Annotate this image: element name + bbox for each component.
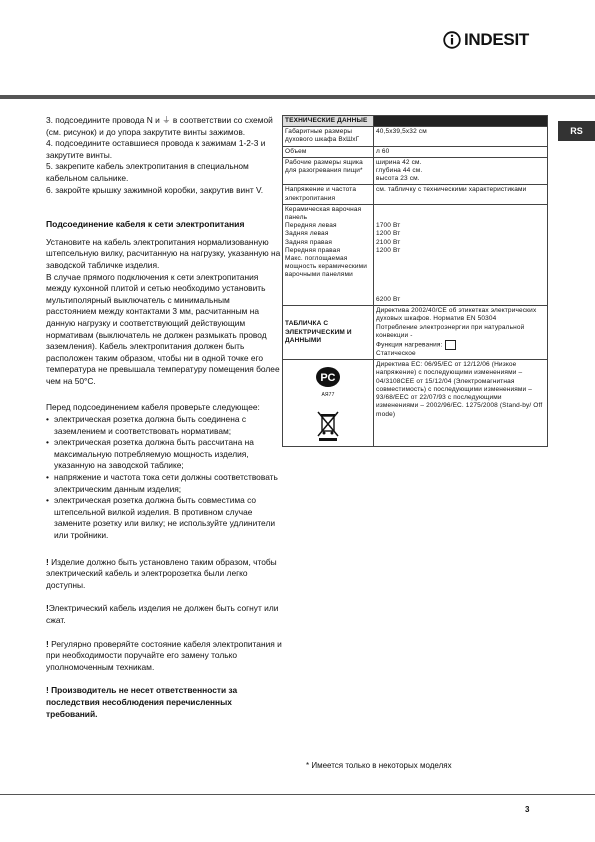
page-number: 3 — [525, 805, 530, 814]
warning-icon: ! — [46, 685, 49, 696]
step-3: 3. подсоедините провода N и ⏚ в соответствии со схемой (см. рисунок) и до упора закрутите винты зажимов. — [46, 115, 273, 137]
table-row — [283, 204, 548, 305]
bottom-divider — [0, 794, 595, 795]
row-label: ТАБЛИЧКА С ЭЛЕКТРИЧЕСКИМ И ДАННЫМИ — [283, 306, 374, 360]
table-header: ТЕХНИЧЕСКИЕ ДАННЫЕ — [283, 116, 374, 127]
brand-logo — [443, 30, 529, 50]
section-paragraph: Установите на кабель электропитания нормализованную штепсельную вилку, расчитанную на нагрузку, указанную на заводской табличке изделия. В случае прямого подключения к сети электропитания между кухонной плитой и сетью необходимо установить мультиполярный выключатель с минимальным расстоянием между контактами 3 мм, расчитанным на данную нагрузку и соответствующий действующим нормативам (выключатель не должен размыкать провод заземления). Кабель электропитания должен быть расположен таким образом, чтобы ни в одной точке его температура не превышала температуру помещения более чем на 50°C. — [46, 236, 281, 386]
table-row — [283, 157, 548, 185]
row-label: Керамическая варочная панель Передняя левая Задняя левая Задняя правая Передняя правая Макс. поглощаемая мощность керамическими варочными панелями — [283, 204, 374, 305]
final-warning: ! Производитель не несет ответственности за последствия несоблюдения перечисленных требований. — [46, 685, 238, 719]
table-row — [283, 185, 548, 204]
row-value: Директива ЕС: 06/95/EC от 12/12/06 (Низкое напряжение) с последующими изменениями – 04/3108CEE от 15/12/04 (Электромагнитная совместимость) с последующими изменениями – 93/68/EEC от 22/07/93 с последующими изменениями – 2002/96/EC. 1275/2008 (Stand-by/ Off mode) — [374, 360, 548, 447]
top-divider — [0, 95, 595, 99]
warning-3: ! Регулярно проверяйте состояние кабеля электропитания и при необходимости поручайте его замену только уполномоченным техникам. — [46, 638, 282, 672]
warning-1: ! Изделие должно быть установлено таким образом, чтобы электрический кабель и электророзетка были легко доступны. — [46, 556, 277, 590]
svg-text:РС: РС — [320, 372, 336, 385]
warning-icon: ! — [46, 556, 49, 567]
list-item: • напряжение и частота тока сети должны соответствовать электрическим данным изделия; — [46, 472, 282, 495]
static-heating-icon — [445, 340, 456, 350]
weee-bin-icon — [285, 410, 371, 445]
table-header-fill — [374, 116, 548, 127]
check-list — [46, 414, 282, 542]
step-6: 6. закройте крышку зажимной коробки, закрутив винт V. — [46, 184, 264, 195]
indesit-logo-icon — [443, 31, 461, 49]
step-5: 5. закрепите кабель электропитания в специальном кабельном сальнике. — [46, 161, 249, 183]
list-item: • электрическая розетка должна быть рассчитана на максимальную потребляемую мощность изделия, указанную на заводской таблике; — [46, 437, 282, 472]
section-title: Подсоединение кабеля к сети электропитания — [46, 219, 245, 230]
check-intro: Перед подсоединением кабеля проверьте следующее: — [46, 402, 260, 413]
left-column — [46, 115, 282, 720]
row-label: Напряжение и частота электропитания — [283, 185, 374, 204]
row-value: 40,5x39,5x32 см — [374, 127, 548, 146]
table-row — [283, 146, 548, 157]
table-row — [283, 306, 548, 360]
list-item: • электрическая розетка должна быть совместима со штепсельной вилкой изделия. В противном случае замените розетку или вилку; не используйте удлинители или тройники. — [46, 495, 282, 541]
row-label: Объем — [283, 146, 374, 157]
warning-2: !Электрический кабель изделия не должен быть согнут или сжат. — [46, 603, 279, 625]
rst-certification-icon — [285, 366, 371, 391]
warning-icon: ! — [46, 603, 49, 614]
technical-data-table — [282, 115, 548, 447]
row-label: Рабочие размеры ящика для разогревания пищи* — [283, 157, 374, 185]
table-row — [283, 116, 548, 127]
list-item: • электрическая розетка должна быть соединена с заземлением и соответствовать нормативам; — [46, 414, 282, 437]
table-row — [283, 127, 548, 146]
footnote: * Имеется только в некоторых моделях — [306, 761, 452, 770]
row-value: см. табличку с техническими характеристиками — [374, 185, 548, 204]
brand-name: INDESIT — [464, 30, 529, 49]
cert-code: АЯ77 — [321, 392, 335, 399]
row-value: Директива 2002/40/CE об этикетках электрических духовых шкафов. Норматив EN 50304 Потребление электроэнергии при натуральной конвекции - Функция нагревания: Статическое — [374, 306, 548, 360]
row-value: 1700 Вт 1200 Вт 2100 Вт 1200 Вт 6200 Вт — [374, 204, 548, 305]
warning-icon: ! — [46, 638, 49, 649]
row-value: л 60 — [374, 146, 548, 157]
row-value: ширина 42 см. глубина 44 см. высота 23 см. — [374, 157, 548, 185]
row-label: Габаритные размеры духового шкафа ВхШхГ — [283, 127, 374, 146]
table-row — [283, 360, 548, 447]
certification-marks — [283, 360, 374, 447]
language-tab: RS — [558, 121, 595, 141]
step-4: 4. подсоедините оставшиеся провода к зажимам 1-2-3 и закрутите винты. — [46, 138, 266, 160]
